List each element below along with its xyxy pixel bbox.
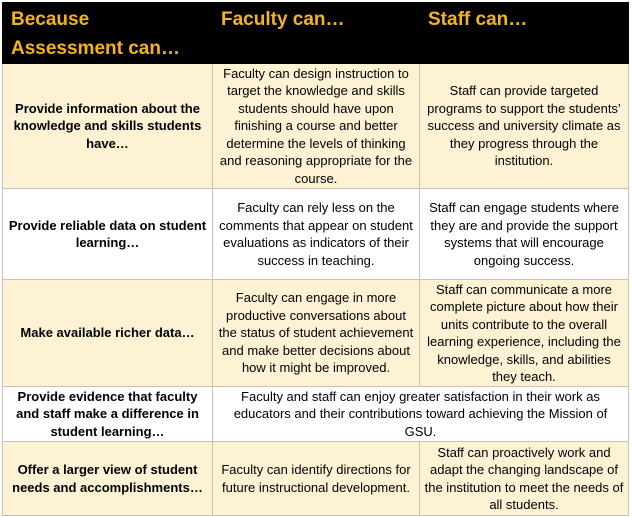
table-row	[3, 64, 629, 189]
row-lead: Make available richer data…	[3, 280, 213, 387]
table-row	[3, 189, 629, 280]
staff-cell: Staff can proactively work and adapt the changing landscape of the institution to meet the needs of all students.	[420, 442, 629, 516]
assessment-benefits-table	[2, 2, 629, 516]
row-lead: Provide evidence that faculty and staff make a difference in student learning…	[3, 387, 213, 442]
header-faculty: Faculty can…	[213, 3, 420, 64]
header-staff: Staff can…	[420, 3, 629, 64]
table-row	[3, 280, 629, 387]
table-row	[3, 442, 629, 516]
staff-cell: Staff can engage students where they are and provide the support systems that will encourage ongoing success.	[420, 189, 629, 280]
header-row	[3, 3, 629, 64]
staff-cell: Staff can provide targeted programs to support the students’ success and university climate as they progress through the institution.	[420, 64, 629, 189]
table-row	[3, 387, 629, 442]
header-because-assessment: Because Assessment can…	[3, 3, 213, 64]
row-lead: Provide reliable data on student learning…	[3, 189, 213, 280]
faculty-cell: Faculty can design instruction to target the knowledge and skills students should have upon finishing a course and better determine the levels of thinking and reasoning appropriate for the course.	[213, 64, 420, 189]
row-lead: Provide information about the knowledge and skills students have…	[3, 64, 213, 189]
faculty-cell: Faculty can engage in more productive conversations about the status of student achievement and make better decisions about how it might be improved.	[213, 280, 420, 387]
faculty-cell: Faculty can identify directions for future instructional development.	[213, 442, 420, 516]
row-lead: Offer a larger view of student needs and accomplishments…	[3, 442, 213, 516]
combined-cell: Faculty and staff can enjoy greater satisfaction in their work as educators and their contributions toward achieving the Mission of GSU.	[213, 387, 629, 442]
faculty-cell: Faculty can rely less on the comments that appear on student evaluations as indicators of their success in teaching.	[213, 189, 420, 280]
staff-cell: Staff can communicate a more complete picture about how their units contribute to the overall learning experience, including the knowledge, skills, and abilities they teach.	[420, 280, 629, 387]
